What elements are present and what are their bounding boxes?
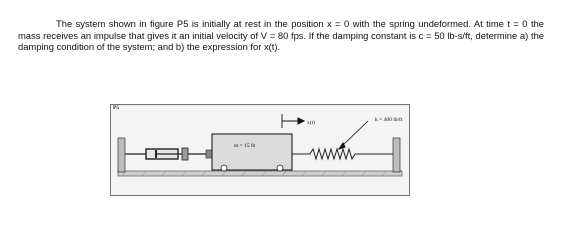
wheel-right [277, 165, 283, 171]
problem-statement: The system shown in figure P5 is initially at rest in the position x = 0 with the spring undeformed. At time t = 0 the mass receives an impulse that gives it an initial velocity of V = 80 fps. If the damping constant is c = 50 lb-s/ft, determine a) the damping condition of the system; and b) the expression for x(t). [18, 18, 544, 53]
figure-label: P5 [113, 105, 120, 111]
right-wall [393, 138, 400, 172]
wheel-left [221, 165, 227, 171]
mass-label: m = 15 lb [234, 143, 256, 149]
system-figure [110, 104, 410, 196]
displacement-label: x(t) [307, 120, 315, 126]
spring-constant-label: k = 400 lb/ft [375, 117, 403, 123]
left-wall [118, 138, 125, 172]
spring-mass-damper-diagram [110, 104, 410, 196]
ground [118, 171, 402, 176]
